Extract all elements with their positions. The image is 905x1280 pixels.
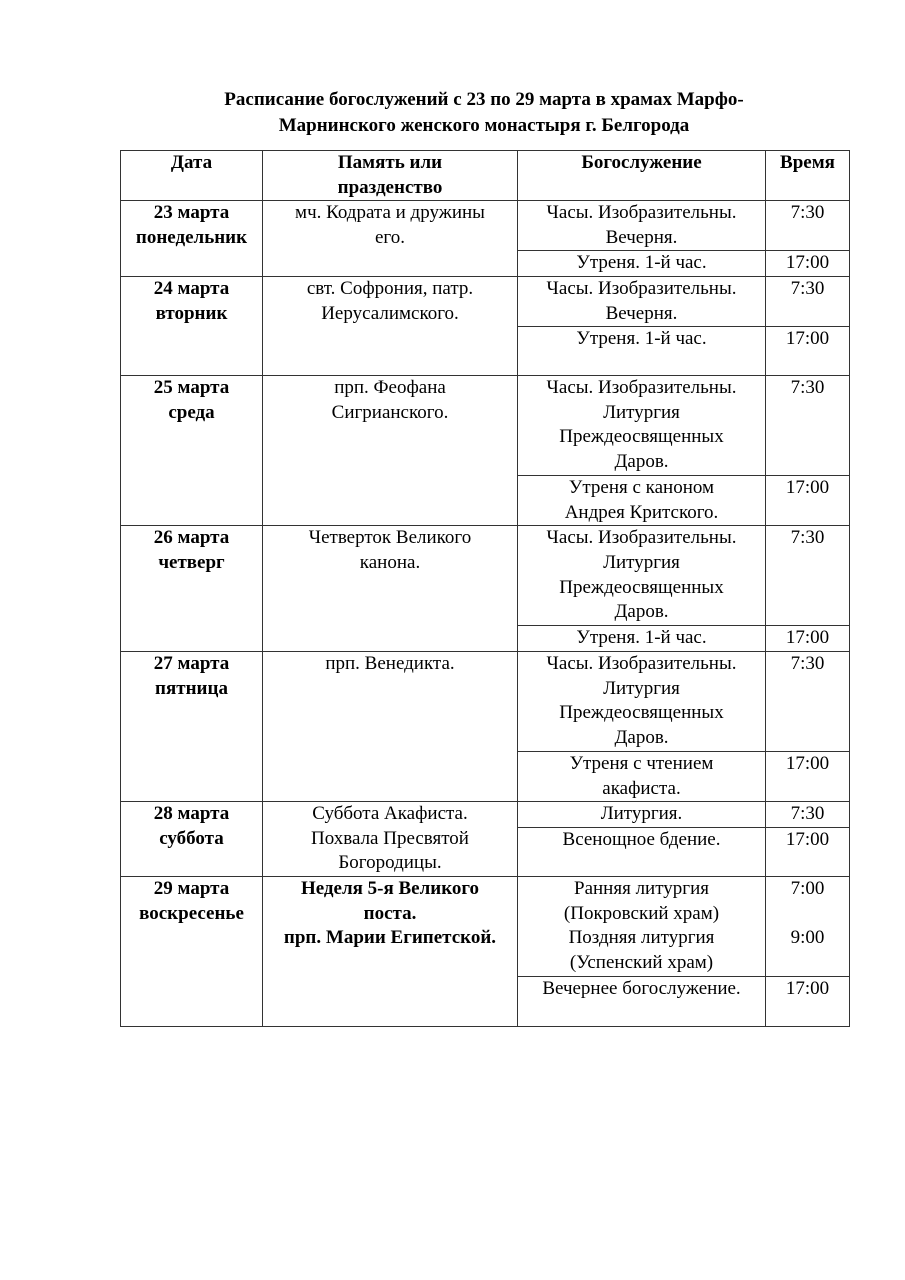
service-line: Часы. Изобразительны. [546,277,737,299]
date-line: 28 марта [153,803,230,825]
date-line: понедельник [135,226,248,248]
service-line: Литургия. [600,803,683,825]
service-line: Даров. [614,450,669,472]
date-line: 29 марта [153,877,230,899]
service-cell [518,802,766,828]
time-cell [766,526,850,626]
date-line: 24 марта [153,277,230,299]
date-line: среда [168,401,215,423]
date-cell [121,802,263,877]
service-cell [518,201,766,251]
service-line: Утреня с чтением [569,752,714,774]
service-cell [518,251,766,277]
date-line: суббота [159,827,224,849]
memory-line: канона. [359,551,421,573]
time-cell [766,876,850,976]
time-value: 17:00 [785,828,830,850]
title-line-2: Марнинского женского монастыря г. Белгорода [278,115,690,136]
time-cell [766,827,850,876]
date-line: 27 марта [153,652,230,674]
time-value: 7:00 [790,877,825,899]
memory-cell [263,526,518,652]
time-cell [766,251,850,277]
memory-line: прп. Венедикта. [325,652,455,674]
memory-line: мч. Кодрата и дружины [295,202,485,224]
header-memory-line: Память или [337,152,443,173]
memory-line: прп. Марии Египетской. [283,927,497,949]
date-line: 25 марта [153,377,230,399]
memory-line: прп. Феофана [334,377,446,399]
service-line: Литургия [603,401,680,423]
header-row [121,151,850,201]
service-line: (Успенский храм) [569,951,714,973]
memory-line: Суббота Акафиста. [312,803,468,825]
service-cell [518,751,766,801]
memory-cell [263,876,518,1026]
service-line: Часы. Изобразительны. [546,652,737,674]
date-cell [121,651,263,801]
service-cell [518,876,766,976]
time-cell [766,276,850,326]
header-date: Дата [121,151,263,201]
time-value: 7:30 [790,803,825,825]
service-line: Литургия [603,551,680,573]
time-value: 17:00 [785,252,830,274]
schedule-body [121,151,850,1027]
memory-line: Похвала Пресвятой [311,827,469,849]
header-memory-line: празденство [337,176,443,198]
time-value: 17:00 [785,752,830,774]
schedule-row [121,876,850,976]
schedule-row [121,201,850,251]
page-title [120,87,848,139]
date-line: 23 марта [153,202,230,224]
date-line: воскресенье [139,902,244,924]
time-cell [766,376,850,476]
schedule-row [121,651,850,751]
service-line: Утреня с каноном [568,477,715,499]
time-cell [766,476,850,526]
memory-cell [263,802,518,877]
time-cell [766,651,850,751]
service-cell [518,327,766,376]
time-value [770,902,845,927]
service-line: Часы. Изобразительны. [546,377,737,399]
service-line: Утреня. 1-й час. [576,627,707,649]
time-cell [766,201,850,251]
service-line: Часы. Изобразительны. [546,527,737,549]
memory-line: Сигрианского. [331,401,449,423]
schedule-row [121,526,850,626]
service-line: Андрея Критского. [564,501,719,523]
service-cell [518,976,766,1026]
service-cell [518,526,766,626]
service-line: Ранняя литургия [574,877,709,899]
service-line: Всенощное бдение. [562,828,721,850]
date-cell [121,276,263,375]
time-value: 7:30 [790,202,825,224]
service-line: Преждеосвященных [559,702,724,724]
memory-cell [263,276,518,375]
memory-cell [263,376,518,526]
time-value: 17:00 [785,627,830,649]
time-value [770,951,845,976]
memory-line: свт. Софрония, патр. [306,277,474,299]
header-service: Богослужение [518,151,766,201]
service-cell [518,276,766,326]
date-line: четверг [158,551,225,573]
schedule-table [120,150,850,1027]
time-value: 17:00 [785,477,830,499]
service-line: Даров. [614,726,669,748]
memory-line: его. [374,226,405,248]
service-line: акафиста. [602,777,681,799]
service-line: Утреня. 1-й час. [576,328,707,350]
memory-line: Неделя 5-я Великого [300,877,480,899]
time-cell [766,802,850,828]
time-value: 9:00 [790,927,825,949]
memory-cell [263,201,518,277]
schedule-row [121,376,850,476]
service-line: Вечернее богослужение. [542,977,741,999]
time-cell [766,327,850,376]
service-cell [518,376,766,476]
time-value: 7:30 [790,527,825,549]
service-cell [518,651,766,751]
title-line-1: Расписание богослужений с 23 по 29 марта в храмах Марфо- [224,89,744,110]
memory-line: Иерусалимского. [321,302,459,324]
header-memory [263,151,518,201]
service-line: Преждеосвященных [559,426,724,448]
service-line: Вечерня. [605,226,678,248]
service-line: Вечерня. [605,302,678,324]
time-value: 17:00 [785,977,830,999]
date-cell [121,526,263,652]
service-line: Преждеосвященных [559,576,724,598]
service-line: (Покровский храм) [563,902,720,924]
service-cell [518,626,766,652]
date-cell [121,876,263,1026]
memory-line: Четверток Великого [308,527,472,549]
service-line: Даров. [614,601,669,623]
date-line: пятница [155,677,228,699]
time-cell [766,976,850,1026]
time-value: 7:30 [790,377,825,399]
service-line: Литургия [603,677,680,699]
date-cell [121,201,263,277]
time-value: 7:30 [790,652,825,674]
time-cell [766,751,850,801]
schedule-row [121,276,850,326]
service-line: Поздняя литургия [568,927,715,949]
service-line: Утреня. 1-й час. [576,252,707,274]
memory-line: Богородицы. [338,852,442,874]
schedule-row [121,802,850,828]
time-value: 7:30 [790,277,825,299]
header-time: Время [766,151,850,201]
date-line: 26 марта [153,527,230,549]
service-line: Часы. Изобразительны. [546,202,737,224]
date-line: вторник [155,302,228,324]
service-cell [518,827,766,876]
time-cell [766,626,850,652]
date-cell [121,376,263,526]
memory-line: поста. [363,902,417,924]
service-cell [518,476,766,526]
time-value: 17:00 [785,328,830,350]
memory-cell [263,651,518,801]
